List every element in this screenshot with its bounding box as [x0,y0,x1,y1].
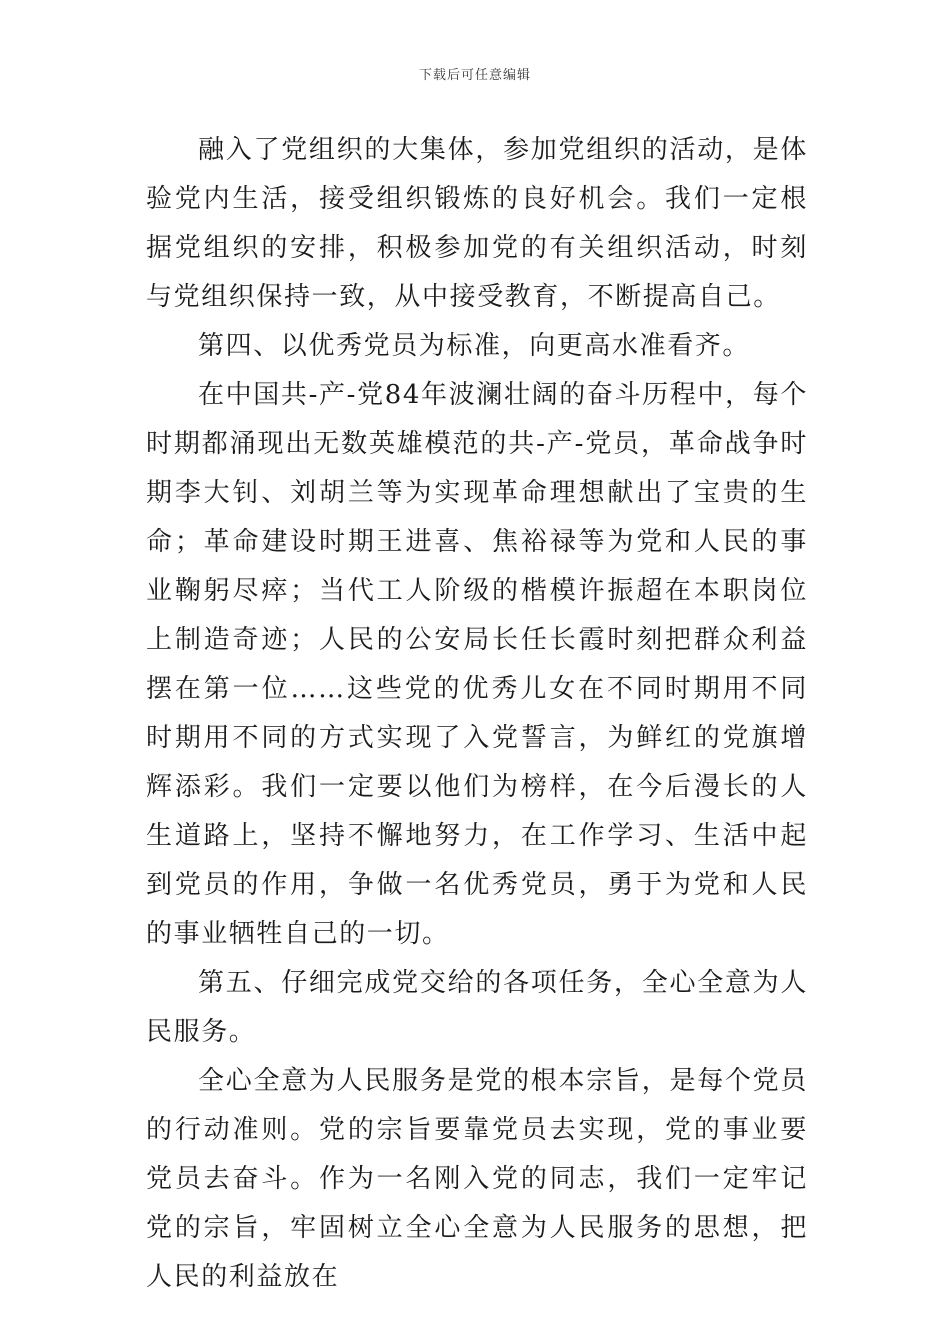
paragraph-role-models: 在中国共-产-党84年波澜壮阔的奋斗历程中，每个时期都涌现出无数英雄模范的共-产-党员，革命战争时期李大钊、刘胡兰等为实现革命理想献出了宝贵的生命；革命建设时期王进喜、焦裕禄等为党和人民的事业鞠躬尽瘁；当代工人阶级的楷模许振超在本职岗位上制造奇迹；人民的公安局长任长霞时刻把群众利益摆在第一位……这些党的优秀儿女在不同时期用不同时期用不同的方式实现了入党誓言，为鲜红的党旗增辉添彩。我们一定要以他们为榜样，在今后漫长的人生道路上，坚持不懈地努力，在工作学习、生活中起到党员的作用，争做一名优秀党员，勇于为党和人民的事业牺牲自己的一切。 [146,380,808,949]
heading-point-five: 第五、仔细完成党交给的各项任务，全心全意为人民服务。 [146,968,808,1047]
paragraph-serve-people: 全心全意为人民服务是党的根本宗旨，是每个党员的行动准则。党的宗旨要靠党员去实现，党的事业要党员去奋斗。作为一名刚入党的同志，我们一定牢记党的宗旨，牢固树立全心全意为人民服务的思想，把人民的利益放在 [146,1066,808,1292]
heading-point-four: 第四、以优秀党员为标准，向更高水准看齐。 [198,331,751,361]
paragraph-participation: 融入了党组织的大集体，参加党组织的活动，是体验党内生活，接受组织锻炼的良好机会。我们一定根据党组织的安排，积极参加党的有关组织活动，时刻与党组织保持一致，从中接受教育，不断提高自己。 [146,135,808,312]
page-header: 下载后可任意编辑 [418,68,531,83]
document-body [146,126,808,1302]
